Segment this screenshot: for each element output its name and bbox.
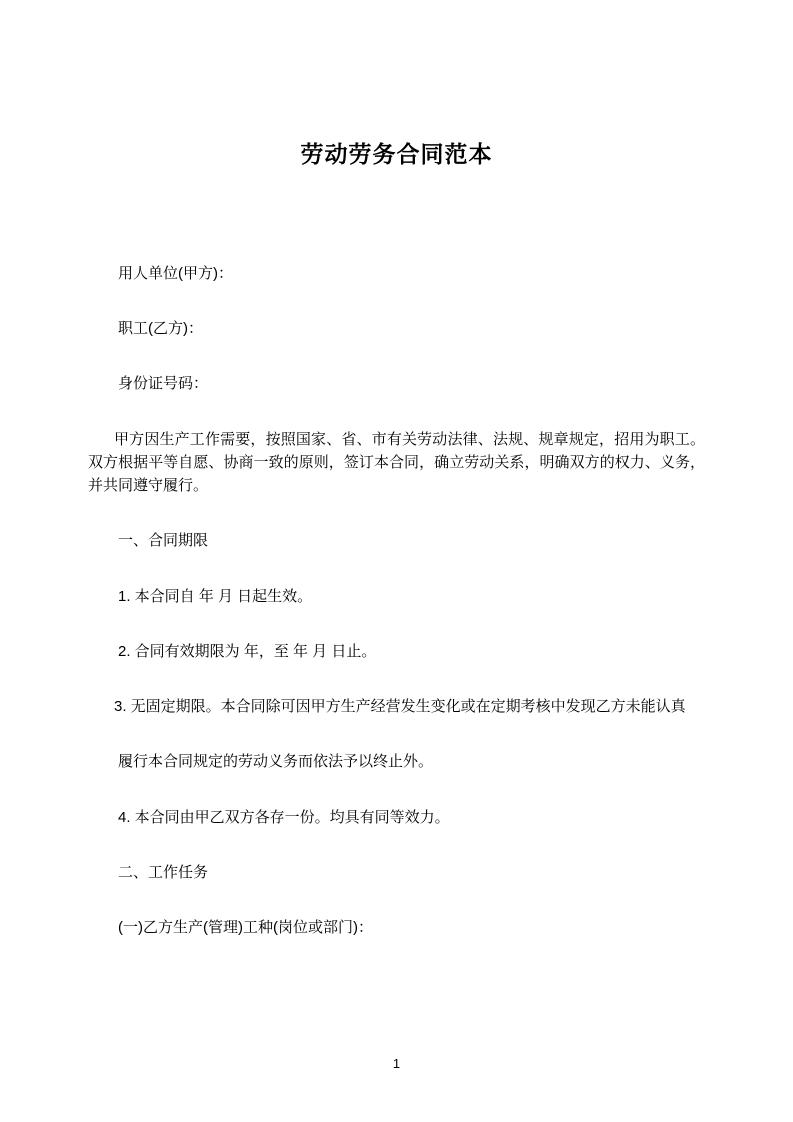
paragraph-preamble: 甲方因生产工作需要，按照国家、省、市有关劳动法律、法规、规章规定，招用为职工。双方根据平等自愿、协商一致的原则，签订本合同，确立劳动关系，明确双方的权力、义务，并共同遵守履行。 — [88, 430, 705, 495]
heading-section-one: 一、合同期限 — [118, 532, 209, 550]
heading-section-two: 二、工作任务 — [118, 863, 209, 881]
paragraph-clause-1-3-continued: 履行本合同规定的劳动义务而依法予以终止外。 — [118, 753, 434, 771]
paragraph-employer: 用人单位(甲方)： — [118, 264, 233, 282]
paragraph-id-number: 身份证号码： — [118, 375, 209, 393]
paragraph-clause-1-3: 3. 无固定期限。本合同除可因甲方生产经营发生变化或在定期考核中发现乙方未能认真 — [114, 698, 686, 716]
paragraph-clause-1-4: 4. 本合同由甲乙双方各存一份。均具有同等效力。 — [118, 808, 450, 826]
paragraph-employee: 职工(乙方)： — [118, 320, 203, 338]
page-number: 1 — [392, 1056, 401, 1071]
page-title: 劳动劳务合同范本 — [300, 141, 493, 167]
paragraph-clause-1-1: 1. 本合同自 年 月 日起生效。 — [118, 587, 313, 605]
paragraph-clause-1-2: 2. 合同有效期限为 年，至 年 月 日止。 — [118, 642, 377, 660]
document-content — [88, 262, 705, 940]
document-body — [88, 0, 705, 971]
paragraph-clause-2-1: (一)乙方生产(管理)工种(岗位或部门)： — [118, 919, 373, 937]
